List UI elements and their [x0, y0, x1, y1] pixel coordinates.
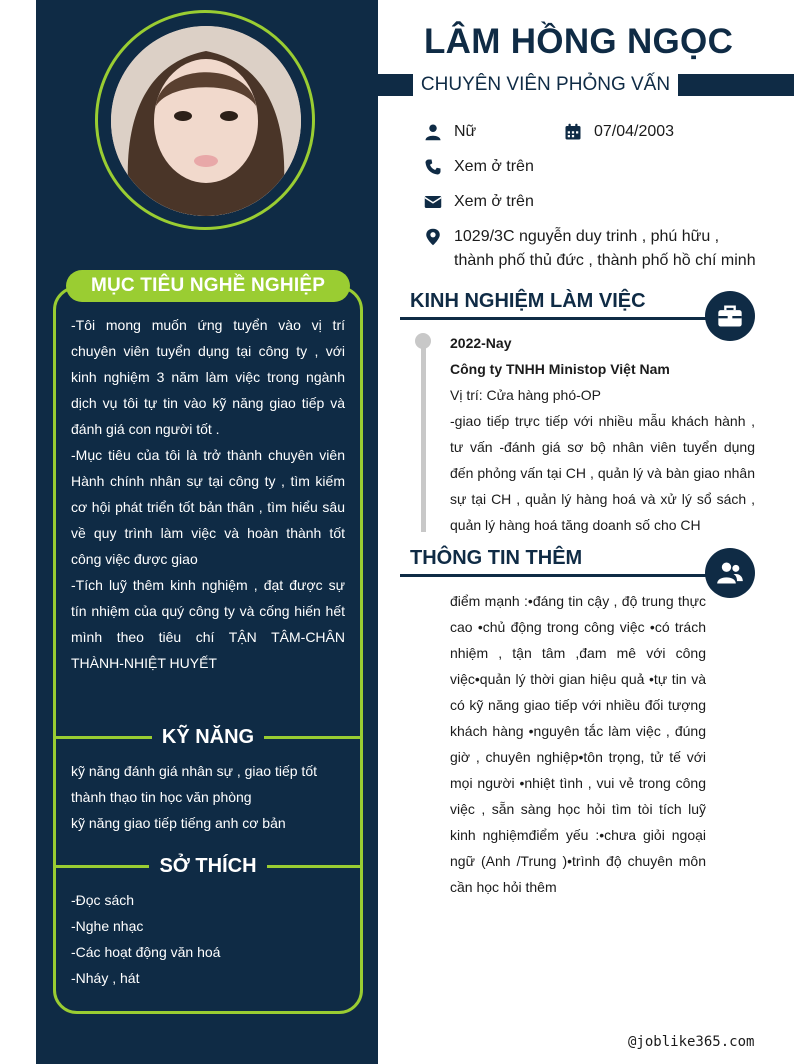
objective-paragraph: -Mục tiêu của tôi là trở thành chuyên viên Hành chính nhân sự tại công ty , tìm kiếm cơ hội phát triển tốt bản thân , tìm hiểu sâu về quy trình làm việc và hoàn thành tốt công việc được giao [71, 447, 345, 567]
divider [400, 317, 718, 320]
experience-entry [450, 330, 755, 538]
timeline-dot [415, 333, 431, 349]
avatar [111, 26, 301, 216]
user-icon [424, 120, 454, 144]
experience-heading [400, 286, 720, 320]
location-pin-icon [424, 225, 454, 249]
additional-info-text: điểm mạnh :•đáng tin cậy , độ trung thực cao •chủ động trong công việc •có trách nhiệm , tận tâm ,đam mê với công việc•quản lý thời gian hiệu quả •tự tin và có kỹ năng giao tiếp với nhiều đối tượng khách hàng •nguyên tắc làm việc , đúng giờ , chuyên nghiệp•tôn trọng, tử tế với mọi người •nhiệt tình , vui vẻ trong công việc , sẵn sàng học hỏi tìm tòi tích luỹ kinh nghiệmđiểm yếu :•chưa giỏi ngoại ngữ (Anh /Trung )•trình độ chuyên môn cần học hỏi thêm [450, 593, 706, 895]
experience-company: Công ty TNHH Ministop Việt Nam [450, 361, 670, 377]
career-objective [71, 312, 345, 676]
experience-period: 2022-Nay [450, 335, 512, 351]
gender-value: Nữ [454, 123, 477, 140]
list-item: -Nghe nhạc [71, 918, 144, 934]
job-title: CHUYÊN VIÊN PHỎNG VẤN [413, 70, 678, 100]
birthday-row [564, 120, 674, 144]
users-badge [705, 548, 755, 598]
email-value: Xem ở trên [454, 193, 534, 210]
list-item: -Đọc sách [71, 892, 135, 908]
experience-role: Vị trí: Cửa hàng phó-OP [450, 387, 601, 403]
watermark: @joblike365.com [628, 1034, 755, 1050]
gender-row [424, 120, 476, 144]
objective-paragraph: -Tôi mong muốn ứng tuyển vào vị trí chuyên viên tuyển dụng tại công ty , với kinh nghiệm 3 năm làm việc trong ngành dịch vụ tôi tự tin vào kỹ năng giao tiếp và đánh giá con người tốt . [71, 317, 345, 437]
list-item: -Các hoạt động văn hoá [71, 944, 221, 960]
list-item: -Nháy , hát [71, 970, 140, 986]
skills-title: KỸ NĂNG [152, 726, 264, 748]
phone-value: Xem ở trên [454, 158, 534, 175]
objective-heading: MỤC TIÊU NGHỀ NGHIỆP [66, 270, 350, 302]
additional-title: THÔNG TIN THÊM [410, 547, 583, 569]
phone-row [424, 155, 534, 179]
divider [400, 574, 718, 577]
address-row [424, 225, 764, 273]
avatar-photo [111, 26, 301, 216]
skills-list [71, 758, 351, 836]
list-item: thành thạo tin học văn phòng [71, 789, 252, 805]
birthday-value: 07/04/2003 [594, 123, 675, 140]
hobbies-list [71, 887, 351, 991]
additional-heading [400, 543, 720, 577]
hobbies-title: SỞ THÍCH [149, 855, 266, 877]
calendar-icon [564, 120, 594, 144]
skills-heading [56, 722, 360, 752]
list-item: kỹ năng giao tiếp tiếng anh cơ bản [71, 815, 286, 831]
candidate-name: LÂM HỒNG NGỌC [424, 22, 734, 61]
experience-description: -giao tiếp trực tiếp với nhiều mẫu khách hành , tư vấn -đánh giá sơ bộ nhân viên tuyển dụng đến phỏng vấn tại CH , quản lý và bàn giao nhân sự tại CH , quản lý hàng hoá và xử lý sổ sách , quản lý hàng hoá tăng doanh số cho CH [450, 413, 755, 533]
briefcase-icon [716, 302, 744, 330]
objective-paragraph: -Tích luỹ thêm kinh nghiệm , đạt được sự tín nhiệm của quý công ty và cống hiến hết mình theo tiêu chí TẬN TÂM-CHÂN THÀNH-NHIỆT HUYẾT [71, 577, 345, 671]
address-value: 1029/3C nguyễn duy trinh , phú hữu , thành phố thủ đức , thành phố hồ chí minh [454, 228, 756, 269]
phone-icon [424, 155, 454, 179]
timeline-line [421, 340, 426, 532]
email-row [424, 190, 534, 214]
envelope-icon [424, 190, 454, 214]
hobbies-heading [56, 851, 360, 881]
list-item: kỹ năng đánh giá nhân sự , giao tiếp tốt [71, 763, 317, 779]
users-icon [716, 559, 744, 587]
experience-title: KINH NGHIỆM LÀM VIỆC [410, 290, 646, 312]
